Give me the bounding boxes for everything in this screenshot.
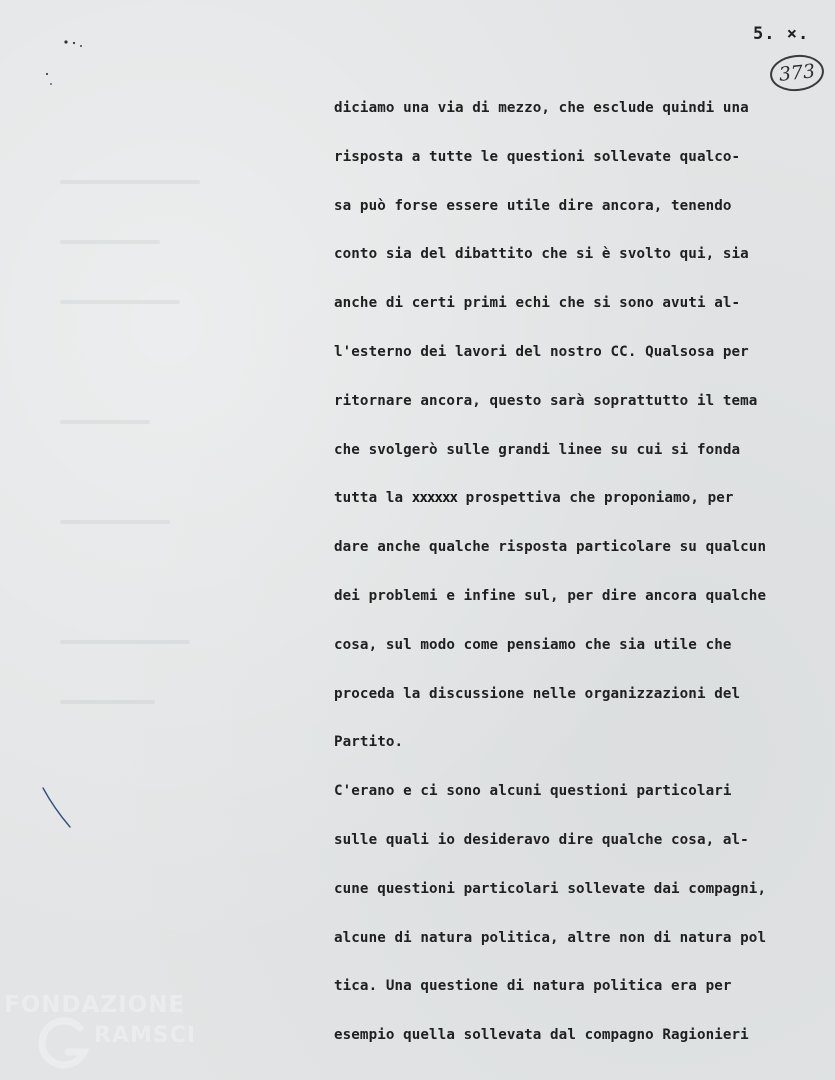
bleed-through-mark [60,180,200,184]
text-line: tica. Una questione di natura politica era per [334,978,732,995]
text-segment: prospettiva che proponiamo, per [457,490,734,507]
fondazione-gramsci-watermark [2,990,222,1080]
bleed-through-mark [60,420,150,424]
text-line: cune questioni particolari sollevate dai compagni, [334,880,767,897]
text-line: C'erano e ci sono alcuni questioni particolari [334,783,732,800]
text-line: alcune di natura politica, altre non di natura pol [334,929,767,946]
archive-number-stamp: 373 [768,52,825,93]
text-segment: tutta la [334,490,412,507]
gramsci-logo-icon [36,1014,96,1074]
bleed-through-mark [60,300,180,304]
bleed-through-mark [60,640,190,644]
watermark-line-1: FONDAZIONE [4,992,186,1018]
watermark-line-2: RAMSCI [94,1023,197,1048]
text-line: sulle quali io desideravo dire qualche cosa, al- [334,831,749,848]
text-line: diciamo una via di mezzo, che esclude quindi una [334,100,749,116]
bleed-through-mark [60,520,170,524]
text-line: l'esterno dei lavori del nostro CC. Qualsosa per [334,343,749,360]
text-line [334,482,834,531]
text-line: risposta a tutte le questioni sollevate qualco- [334,148,741,165]
text-line: che svolgerò sulle grandi linee su cui si fonda [334,441,741,458]
typed-body-text [334,92,834,1068]
text-line: ritornare ancora, questo sarà soprattutto il tema [334,392,758,409]
text-line: sa può forse essere utile dire ancora, tenendo [334,197,732,214]
page-number: 5. ×. [753,24,810,44]
text-line: dei problemi e infine sul, per dire ancora qualche [334,587,767,604]
text-line: esempio quella sollevata dal compagno Ragionieri [334,1027,749,1044]
text-line: dare anche qualche risposta particolare su qualcun [334,539,767,556]
text-line: proceda la discussione nelle organizzazioni del [334,685,741,702]
ink-specks [44,36,104,96]
pen-stroke-mark [40,785,74,831]
text-line: Partito. [334,734,404,751]
text-line: anche di certi primi echi che si sono avuti al- [334,295,741,312]
text-line: cosa, sul modo come pensiamo che sia utile che [334,636,732,653]
bleed-through-mark [60,700,155,704]
text-line: conto sia del dibattito che si è svolto qui, sia [334,246,749,263]
crossed-out-word: xxxxxx [411,490,458,507]
bleed-through-mark [60,240,160,244]
